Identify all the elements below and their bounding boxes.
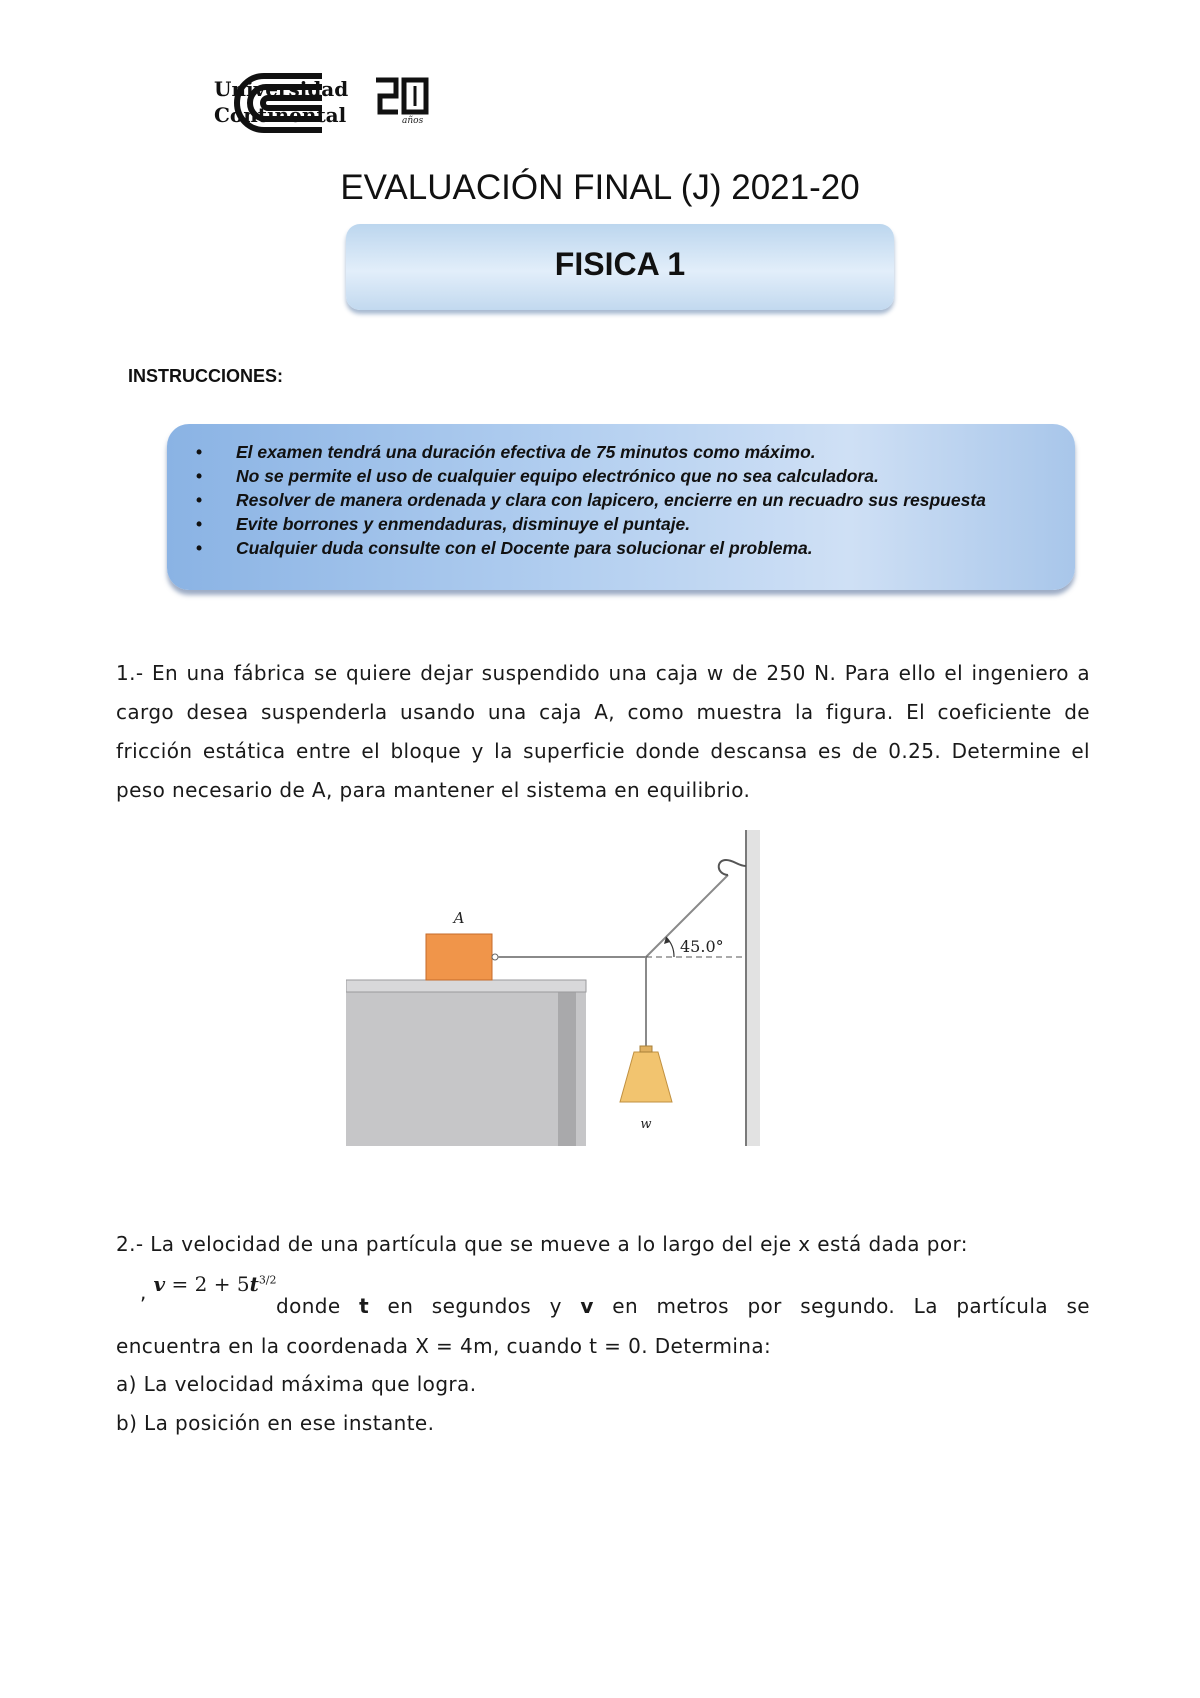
- problem-2-part-a: a) La velocidad máxima que logra.: [116, 1372, 477, 1396]
- box-a: [426, 934, 492, 980]
- instruction-item: • Resolver de manera ordenada y clara con lapicero, encierre en un recuadro sus respuesta: [196, 488, 986, 512]
- instruction-item: • Evite borrones y enmendaduras, disminuye el puntaje.: [196, 512, 986, 536]
- problem-1-figure: [346, 830, 766, 1146]
- university-name: Universidad Continental: [214, 77, 349, 127]
- problem-2-line-2: donde t en segundos y v en metros por segundo. La partícula se: [276, 1294, 1090, 1318]
- problem-2-line-3: encuentra en la coordenada X = 4m, cuando t = 0. Determina:: [116, 1334, 772, 1358]
- label-w: w: [640, 1117, 652, 1132]
- instruction-item: • El examen tendrá una duración efectiva de 75 minutos como máximo.: [196, 440, 986, 464]
- problem-2-part-b: b) La posición en ese instante.: [116, 1411, 435, 1435]
- instruction-item: • Cualquier duda consulte con el Docente para solucionar el problema.: [196, 536, 986, 560]
- instruction-item: • No se permite el uso de cualquier equipo electrónico que no sea calculadora.: [196, 464, 986, 488]
- exam-title: EVALUACIÓN FINAL (J) 2021-20: [340, 168, 860, 207]
- anniversary-sub: años: [402, 116, 424, 126]
- problem-2-equation: , $v = 2 + 5t^{3/2}$: [140, 1272, 277, 1304]
- weight-w: [620, 1052, 672, 1102]
- label-a: A: [453, 909, 465, 927]
- problem-2-intro: 2.- La velocidad de una partícula que se mueve a lo largo del eje x está dada por:: [116, 1232, 968, 1256]
- hook: [719, 860, 746, 875]
- instructions-list: [196, 440, 986, 560]
- angle-label: 45.0°: [680, 937, 724, 956]
- table: [346, 980, 586, 1146]
- subject-title: FISICA 1: [554, 246, 686, 282]
- wall: [746, 830, 760, 1146]
- instructions-heading: INSTRUCCIONES:: [128, 366, 284, 386]
- problem-1-text: 1.- En una fábrica se quiere dejar suspendido una caja w de 250 N. Para ello el ingeniero a cargo desea suspenderla usando una caja A, como muestra la figura. El coeficiente de fricción estática entre el bloque y la superficie donde descansa es de 0.25. Determine el peso necesario de A, para mantener el sistema en equilibrio.: [116, 661, 1090, 802]
